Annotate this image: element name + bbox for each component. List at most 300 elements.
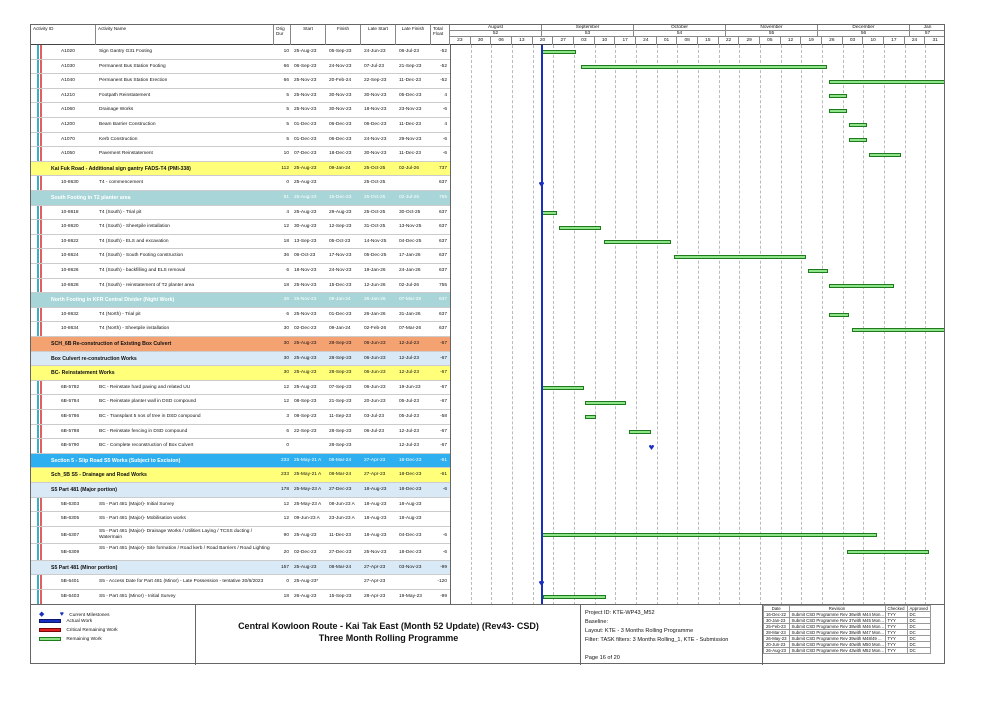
start-date: 25-Aug-23 (294, 195, 317, 200)
late-finish: 18-Dec-23 (399, 487, 422, 492)
wbs-band-row[interactable] (31, 454, 450, 469)
revision-cell: TYY (885, 642, 907, 648)
late-finish: 19-May-23 (399, 594, 422, 599)
activity-id: 5B-6309 (61, 549, 80, 555)
activity-row[interactable] (31, 544, 945, 561)
activity-id: 10-8626 (61, 268, 79, 273)
orig-dur: 233 (280, 457, 289, 463)
wbs-band-row[interactable] (31, 293, 450, 308)
activity-name: S5 - Part 481 (Major)- Site formation / Road kerb / Road Barriers / Road Lighting (99, 545, 270, 551)
late-start: 03-Jul-23 (364, 414, 384, 419)
col-finish[interactable]: Finish (326, 25, 361, 45)
col-late-start[interactable]: Late Start (361, 25, 396, 45)
start-date: 01-Dec-23 (294, 122, 317, 127)
gantt-bar[interactable] (581, 65, 827, 69)
col-activity-id[interactable]: Activity ID (31, 25, 96, 45)
total-float (431, 512, 450, 527)
orig-dur: 5 (286, 122, 289, 127)
late-start: 25-Nov-23 (364, 549, 387, 555)
total-float: -52 (440, 49, 447, 54)
late-finish: 06-Jul-23 (399, 49, 419, 54)
late-start: 14-Nov-25 (364, 238, 387, 244)
activity-name: Beam Barrier Construction (99, 122, 156, 127)
activity-id: 5B-6303 (61, 501, 80, 507)
finish-date: 05-Oct-23 (329, 238, 351, 244)
revision-cell: 26-Aug-23 (764, 648, 790, 654)
title-block (196, 605, 581, 665)
finish-date: 23-Jun-23 A (329, 516, 355, 522)
activity-name: T4 (South) - backfilling and ELS removal (99, 268, 186, 273)
start-date: 08-Sep-23 (294, 399, 317, 405)
gantt-bar[interactable] (542, 533, 877, 537)
late-start: 18-Aug-23 (364, 487, 387, 492)
orig-dur: 6 (286, 311, 289, 317)
activity-id: 6B-5790 (61, 443, 80, 449)
late-start: 18-Nov-23 (364, 107, 387, 113)
late-start: 27-Apr-23 (364, 579, 386, 585)
activity-id: A1210 (61, 92, 75, 98)
late-start: 06-Jun-23 (364, 341, 386, 346)
total-float: -6 (442, 136, 447, 142)
activity-row[interactable] (31, 89, 945, 104)
total-float: 637 (438, 253, 447, 259)
wbs-name: Box Culvert re-construction Works (51, 355, 137, 362)
late-start: 26-Jan-26 (364, 297, 386, 303)
filter-name: Filter: TASK filters: 3 Months Rolling_1, KTE - Submission (585, 637, 729, 643)
start-date: 25-Aug-23 (294, 209, 317, 215)
gantt-bar[interactable] (604, 240, 671, 244)
activity-row[interactable] (31, 147, 945, 162)
activity-id: 6B-5782 (61, 384, 80, 390)
activity-name: S5 - Part 481 (Minor) - Initial Survey (99, 594, 176, 599)
late-finish: 18-Aug-23 (399, 516, 422, 522)
critical-bar-icon (39, 628, 61, 632)
activity-name: T4 (North) - Trial pit (99, 311, 141, 317)
activity-rows (31, 45, 945, 664)
late-finish: 17-Jan-26 (399, 253, 421, 259)
activity-row[interactable] (31, 308, 945, 323)
total-float: 755 (438, 195, 447, 200)
finish-date: 30-Nov-23 (329, 107, 352, 113)
activity-id: 6B-5786 (61, 414, 80, 419)
period-label: 54 (634, 31, 726, 37)
period-label: 55 (726, 31, 818, 37)
finish-date: 09-Jan-24 (329, 165, 351, 171)
activity-id: 5B-6307 (61, 532, 80, 538)
late-finish: 30-Oct-25 (399, 209, 421, 215)
finish-date: 05-Sep-23 (329, 49, 352, 54)
activity-row[interactable] (31, 498, 945, 513)
orig-dur: 10 (283, 151, 289, 157)
revision-row (764, 648, 931, 654)
revision-header: Approved (907, 606, 930, 612)
total-float: -67 (440, 428, 447, 434)
activity-id: 6B-5788 (61, 428, 80, 434)
finish-date: 07-Sep-23 (329, 384, 352, 390)
orig-dur: 12 (283, 501, 289, 507)
late-finish: 18-Dec-23 (399, 549, 422, 555)
start-date: 06-Oct-23 (294, 253, 316, 259)
week-label: 08 (677, 37, 698, 45)
wbs-band-row[interactable] (31, 561, 450, 576)
gantt-bar[interactable] (829, 94, 846, 98)
finish-date: 15-Dec-23 (329, 282, 352, 288)
start-date: 25-Nov-23 (294, 78, 317, 84)
period-label: 52 (450, 31, 542, 37)
late-finish: 12-Jul-23 (399, 341, 419, 346)
activity-name: T4 (South) - South Footing construction (99, 253, 183, 259)
orig-dur: 66 (283, 78, 289, 84)
start-date: 26-Aug-23 (294, 594, 317, 599)
col-orig-dur[interactable]: Orig Dur (274, 25, 291, 45)
late-finish (396, 575, 431, 590)
week-label: 22 (719, 37, 740, 45)
total-float: -58 (440, 414, 447, 419)
wbs-name: SCH_6B Re-construction of Existing Box Culvert (51, 341, 172, 347)
start-date: 01-Dec-23 (294, 136, 317, 142)
activity-name: BC - Transplant 5 nos of tree in DSD compound (99, 414, 201, 419)
gantt-bar[interactable] (849, 138, 866, 142)
activity-id: 10-8632 (61, 311, 79, 317)
late-start: 07-Jul-23 (364, 63, 384, 69)
activity-id: 10-8634 (61, 326, 79, 332)
activity-row[interactable] (31, 74, 945, 89)
period-label: 57 (910, 31, 945, 37)
week-label: 17 (615, 37, 636, 45)
late-start: 28-Apr-23 (364, 594, 386, 599)
gantt-bar[interactable] (543, 595, 606, 599)
activity-id: 10-8622 (61, 238, 79, 244)
activity-row[interactable] (31, 322, 945, 337)
gantt-bar[interactable] (542, 386, 584, 390)
late-start: 27-Apr-23 (364, 564, 386, 570)
wbs-band-row[interactable] (31, 366, 450, 381)
activity-row[interactable] (31, 410, 945, 425)
revision-cell: Submit CSD Programme Rev 37with M45 Mon... (789, 618, 885, 624)
week-row (450, 37, 945, 45)
activity-name: S5 - Part 481 (Major)- Mobilisation works (99, 516, 186, 522)
finish-date: 28-Sep-23 (329, 428, 352, 434)
finish-date: 28-Sep-23 (329, 370, 352, 376)
orig-dur: 30 (283, 326, 289, 332)
activity-row[interactable] (31, 590, 945, 605)
activity-row[interactable] (31, 206, 945, 221)
revision-cell: Submit CSD Programme Rev 36with M44 Mon... (789, 612, 885, 618)
orig-dur: 18 (283, 594, 289, 599)
activity-row[interactable] (31, 425, 945, 440)
late-start: 06-Dec-23 (364, 122, 387, 127)
wbs-name: North Footing in KFR Central Divider (Night Work) (51, 297, 175, 304)
start-date: 09-Jun-23 A (294, 516, 320, 522)
wbs-band-row[interactable] (31, 483, 450, 498)
activity-name: Kerb Construction (99, 136, 138, 142)
milestone-marker[interactable] (649, 445, 654, 450)
total-float: 637 (438, 297, 447, 303)
week-label: 30 (471, 37, 492, 45)
late-finish (396, 176, 431, 191)
activity-name: Pavement Reinstatement (99, 151, 153, 157)
revision-cell: Submit CSD Programme Rev 43with M52 Mon... (789, 648, 885, 654)
diamond-icon: ◆ (39, 611, 45, 618)
total-float: 637 (438, 268, 447, 273)
late-finish: 02-Jul-26 (399, 195, 419, 200)
activity-row[interactable] (31, 279, 945, 294)
late-finish: 18-Aug-23 (399, 501, 422, 507)
activity-row[interactable] (31, 575, 945, 590)
legend-remaining-work: Remaining Work (39, 637, 102, 642)
week-label: 26 (822, 37, 843, 45)
start-date: 25-May-21 A (294, 457, 322, 463)
wbs-name: BC- Reinstatement Works (51, 370, 115, 377)
orig-dur: 30 (283, 370, 289, 376)
legend-critical-work: Critical Remaining Work (39, 628, 118, 633)
report-title: Central Kowloon Route - Kai Tak East (Month 52 Update) (Rev43- CSD) (238, 621, 539, 631)
finish-date (326, 176, 361, 191)
gantt-bar[interactable] (869, 153, 901, 157)
col-total-float[interactable]: Total Float (431, 25, 450, 45)
total-float: -67 (440, 355, 447, 361)
activity-id: 6B-5784 (61, 399, 80, 405)
activity-row[interactable] (31, 176, 945, 191)
remaining-bar-icon (39, 637, 61, 641)
revision-cell: DC (907, 612, 930, 618)
late-start: 22-Sep-23 (364, 78, 387, 84)
late-finish: 07-Mar-26 (399, 297, 422, 303)
finish-date: 17-Nov-23 (329, 253, 352, 259)
late-start: 25-Oct-25 (364, 209, 386, 215)
revision-cell: Submit CSD Programme Rev 38with M46 Mon... (789, 624, 885, 630)
finish-date: 28-Sep-23 (329, 355, 352, 361)
orig-dur: 0 (286, 579, 289, 585)
week-label: 10 (595, 37, 616, 45)
gantt-bar[interactable] (674, 255, 806, 259)
wbs-band-row[interactable] (31, 468, 450, 483)
activity-row[interactable] (31, 512, 945, 527)
week-label: 19 (801, 37, 822, 45)
late-finish: 05-Jul-23 (399, 399, 419, 405)
week-label: 29 (739, 37, 760, 45)
wbs-band-row[interactable] (31, 352, 450, 367)
orig-dur: 18 (283, 282, 289, 288)
orig-dur: 30 (283, 355, 289, 361)
finish-date: 20-Feb-24 (329, 78, 352, 84)
orig-dur: 5 (286, 136, 289, 142)
start-date (291, 439, 326, 454)
revision-header: Checked (885, 606, 907, 612)
gantt-bar[interactable] (849, 123, 866, 127)
gantt-bar[interactable] (559, 226, 601, 230)
total-float: -67 (440, 399, 447, 405)
activity-row[interactable] (31, 381, 945, 396)
revision-cell: DC (907, 630, 930, 636)
revision-header: Revision (789, 606, 885, 612)
activity-row[interactable] (31, 45, 945, 60)
revision-cell: Submit CSD Programme Rev 38with M47 Mon... (789, 630, 885, 636)
total-float: -61 (440, 472, 447, 478)
late-start (361, 439, 396, 454)
activity-row[interactable] (31, 133, 945, 148)
revision-cell: TYY (885, 624, 907, 630)
gantt-bar[interactable] (852, 328, 945, 332)
activity-name: BC - Complete reconstruction of Box Culvert (99, 443, 194, 449)
late-start: 18-Aug-23 (364, 501, 387, 507)
wbs-band-row[interactable] (31, 191, 450, 206)
late-start: 06-Jul-23 (364, 428, 384, 434)
wbs-name: Kai Fuk Road - Additional sign gantry FADS-T4 (PMI-338) (51, 165, 191, 172)
gantt-bar[interactable] (585, 401, 626, 405)
gantt-bar[interactable] (542, 211, 557, 215)
col-start[interactable]: Start (291, 25, 326, 45)
total-float: -99 (440, 564, 447, 570)
activity-name: T4 - commencement (99, 180, 143, 186)
gantt-bar[interactable] (629, 430, 651, 434)
finish-date: 09-Jan-24 (329, 326, 351, 332)
late-finish: 12-Jul-23 (399, 355, 419, 361)
late-start: 06-Jun-23 (364, 370, 386, 376)
activity-name: Sign Gantry G31 Footing (99, 49, 153, 54)
timescale-header (450, 25, 945, 45)
start-date: 25-May-21 A (294, 472, 322, 478)
wbs-name: S5 Part 481 (Minor portion) (51, 564, 118, 571)
revision-cell: 16-Dec-22 (764, 612, 790, 618)
revision-cell: DC (907, 636, 930, 642)
orig-dur: 5 (286, 92, 289, 98)
activity-row[interactable] (31, 249, 945, 264)
start-date: 25-Aug-23 (294, 370, 317, 376)
orig-dur: 20 (283, 549, 289, 555)
finish-date: 28-Sep-23 (329, 341, 352, 346)
total-float: -67 (440, 341, 447, 346)
activity-row[interactable] (31, 103, 945, 118)
total-float: -6 (442, 532, 447, 538)
revision-cell: TYY (885, 612, 907, 618)
total-float: 737 (438, 165, 447, 171)
finish-date (326, 575, 361, 590)
revision-block (763, 605, 946, 665)
schedule-sheet (30, 24, 945, 664)
start-date: 02-Dec-23 (294, 549, 317, 555)
late-finish: 18-Dec-23 (399, 472, 422, 478)
finish-date: 08-Mar-24 (329, 472, 352, 478)
start-date: 25-Nov-23 (294, 282, 317, 288)
col-activity-name[interactable]: Activity Name (96, 25, 274, 45)
revision-cell: 25-Feb-23 (764, 624, 790, 630)
gantt-bar[interactable] (829, 109, 846, 113)
activity-name: BC - Reinstate fencing in DSD compound (99, 428, 188, 434)
total-float: -61 (440, 457, 447, 463)
activity-id: 5B-6403 (61, 594, 80, 599)
late-start: 06-Jun-23 (364, 384, 386, 390)
activity-name: T4 (South) - reinstatement of T2 planter area (99, 282, 195, 288)
activity-name: Footpath Reinstatement (99, 92, 151, 98)
activity-name: Permanent Bus Station Footing (99, 63, 166, 69)
late-finish: 04-Dec-23 (399, 532, 422, 538)
activity-row[interactable] (31, 235, 945, 250)
late-finish: 02-Jul-26 (399, 165, 419, 171)
period-label: 56 (818, 31, 910, 37)
revision-cell: 28-Mar-23 (764, 630, 790, 636)
page-number: Page 16 of 20 (585, 655, 620, 661)
total-float: -52 (440, 63, 447, 69)
revision-cell: DC (907, 648, 930, 654)
total-float: -6 (442, 151, 447, 157)
gantt-bar[interactable] (829, 313, 849, 317)
finish-date: 09-Jan-24 (329, 297, 351, 303)
activity-row[interactable] (31, 439, 945, 454)
week-label: 13 (512, 37, 533, 45)
activity-name: T4 (South) - ELS and excavation (99, 238, 169, 244)
total-float (431, 498, 450, 513)
late-start: 27-Apr-23 (364, 457, 386, 463)
start-date: 25-Aug-23 (294, 384, 317, 390)
activity-row[interactable] (31, 395, 945, 410)
start-date: 13-Sep-23 (294, 238, 317, 244)
activity-row[interactable] (31, 118, 945, 133)
finish-date: 06-Dec-23 (329, 136, 352, 142)
orig-dur: 157 (280, 564, 289, 570)
wbs-name: South Footing in T2 planter area (51, 195, 131, 201)
activity-name: T4 (South) - Trial pit (99, 209, 142, 215)
orig-dur: 12 (283, 224, 289, 230)
late-finish: 24-Jan-26 (399, 268, 421, 273)
total-float: 4 (444, 92, 447, 98)
orig-dur: 90 (283, 532, 289, 538)
finish-date: 08-Mar-24 (329, 457, 352, 463)
week-label: 05 (760, 37, 781, 45)
orig-dur: 18 (283, 238, 289, 244)
finish-date: 29-Aug-23 (329, 209, 352, 215)
orig-dur: 30 (283, 341, 289, 346)
activity-name: Permanent Bus Station Erection (99, 78, 168, 84)
gantt-bar[interactable] (542, 50, 577, 54)
finish-date: 11-Sep-23 (329, 414, 352, 419)
late-start: 25-Oct-25 (364, 195, 386, 200)
gantt-bar[interactable] (847, 550, 929, 554)
start-date: 22-Sep-23 (294, 428, 317, 434)
finish-date: 15-Sep-23 (329, 594, 352, 599)
total-float: -6 (442, 549, 447, 555)
total-float: -120 (437, 579, 447, 585)
activity-name: T4 (North) - Sheetpile installation (99, 326, 170, 332)
legend (31, 605, 196, 665)
finish-date: 06-Dec-23 (329, 122, 352, 127)
wbs-band-row[interactable] (31, 337, 450, 352)
gantt-bar[interactable] (829, 284, 893, 288)
activity-id: 5B-6401 (61, 579, 80, 585)
gantt-bar[interactable] (585, 415, 596, 419)
orig-dur: 12 (283, 384, 289, 390)
finish-date: 18-Dec-23 (329, 151, 352, 157)
activity-name: BC - Reinstate planter wall in DSD compound (99, 399, 197, 405)
wbs-band-row[interactable] (31, 162, 450, 177)
gantt-bar[interactable] (808, 269, 828, 273)
week-label: 10 (863, 37, 884, 45)
activity-id: A1040 (61, 78, 75, 84)
total-float: -67 (440, 370, 447, 376)
col-late-finish[interactable]: Late Finish (396, 25, 431, 45)
activity-id: 10-8618 (61, 209, 79, 215)
activity-name: Drainage Works (99, 107, 134, 113)
total-float: 637 (438, 326, 447, 332)
revision-cell: DC (907, 624, 930, 630)
revision-cell: Submit CSD Programme Rev 40with M50 Mon... (789, 642, 885, 648)
revision-cell: TYY (885, 630, 907, 636)
total-float: 4 (444, 122, 447, 127)
orig-dur: 12 (283, 516, 289, 522)
gantt-bar[interactable] (829, 80, 945, 84)
activity-row[interactable] (31, 220, 945, 235)
late-finish: 11-Dec-23 (399, 122, 422, 127)
